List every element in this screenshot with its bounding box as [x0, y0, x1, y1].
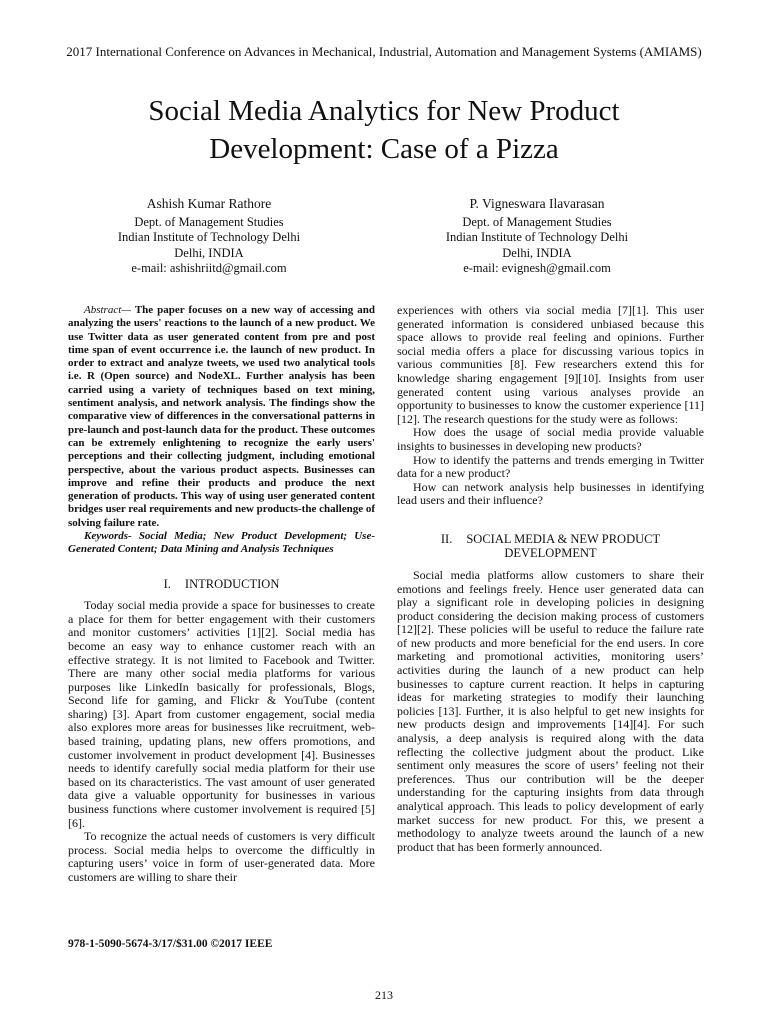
intro-paragraph-1: Today social media provide a space for businesses to create a place for them for better engagement with their customers and monitor customers’ activities [1][2]. Social media has become an easy way to enhance customer reach with an effective strategy. It is not limited to Facebook and Twitter. There are many other social media platforms for various purposes like LinkedIn basically for professionals, Blogs, Second life for gaming, and Flickr & YouTube (content sharing) [3]. Apart from customer engagement, social media also explores more areas for businesses like recruitment, web-based training, updating plans, new offers promotions, and customer involvement in product development [4]. Businesses needs to identify carefully social media platform for their use based on its characteristics. The vast amount of user generated data give a valuable opportunity for businesses in various business functions where customer involvement is required [5][6].	[68, 598, 375, 830]
research-question-1: How does the usage of social media provide valuable insights to businesses in developing new products?	[397, 425, 704, 453]
abstract-text: The paper focuses on a new way of accessing and analyzing the users' reactions to the launch of a new product. We use Twitter data as user generated content from pre and post time span of event occurrence i.e. the launch of new product. In order to extract and analyze tweets, we used two analytical tools i.e. R (Open source) and NodeXL. Further analysis has been carried using a variety of techniques based on text mining, sentiment analysis, and network analysis. The findings show the comparative view of differences in the conversational patterns in pre-launch and post-launch data for the product. These outcomes can be extremely enlightening to recognize the early users' perceptions and their collecting judgment, including emotional perspective, about the various product aspects. Businesses can improve and refine their products and produce the next generation of products. This way of using user generated content bridges user real requirements and new products-the challenge of solving failure rate.	[68, 304, 375, 529]
right-column	[397, 304, 704, 854]
paper-title	[60, 92, 708, 168]
research-question-2: How to identify the patterns and trends emerging in Twitter data for a new product?	[397, 452, 704, 481]
author-dept: Dept. of Management Studies	[462, 214, 612, 229]
author-email: e-mail: evignesh@gmail.com	[463, 261, 611, 275]
author-email: e-mail: ashishriitd@gmail.com	[131, 261, 287, 275]
author-block-2	[407, 196, 667, 277]
section-title-line-2: DEVELOPMENT	[504, 546, 597, 561]
author-location: Delhi, INDIA	[502, 245, 572, 260]
section-title: INTRODUCTION	[184, 576, 280, 591]
section-number: II.	[440, 531, 453, 546]
keywords: Keywords- Social Media; New Product Development; Use-Generated Content; Data Mining and Analysis Techniques	[68, 530, 375, 556]
section-heading-introduction	[68, 577, 375, 592]
page-number: 213	[375, 988, 393, 1002]
conference-header: 2017 International Conference on Advances in Mechanical, Industrial, Automation and Management Systems (AMIAMS)	[66, 44, 702, 59]
author-name: P. Vigneswara Ilavarasan	[469, 196, 605, 211]
author-institute: Indian Institute of Technology Delhi	[445, 230, 629, 244]
abstract	[68, 304, 375, 530]
author-institute: Indian Institute of Technology Delhi	[117, 230, 301, 244]
author-dept: Dept. of Management Studies	[134, 214, 284, 229]
footer-isbn: 978-1-5090-5674-3/17/$31.00 ©2017 IEEE	[68, 938, 273, 950]
left-column	[68, 304, 375, 885]
intro-paragraph-2: To recognize the actual needs of customers is very difficult process. Social media helps to overcome the difficultly in capturing users’ voice in form of user-generated data. More customers are willing to share their	[68, 829, 375, 885]
intro-paragraph-continued: experiences with others via social media [7][1]. This user generated information is considered unbiased because this space allows to provide real feeling and opinions. Further social media offers a place for discussing various topics in various communities [8]. Few researchers extend this for knowledge sharing engagement [9][10]. Insights from user generated content using various analyses provide an opportunity to businesses to know the customer experience [11][12]. The research questions for the study were as follows:	[397, 303, 704, 426]
section-title-line-1: SOCIAL MEDIA & NEW PRODUCT	[466, 531, 661, 546]
section-heading-social-media	[397, 532, 704, 561]
author-block-1	[79, 196, 339, 277]
section-number: I.	[163, 576, 171, 591]
section2-paragraph-1: Social media platforms allow customers to share their emotions and feelings freely. Hence user generated data can play a significant role in developing policies in designing product considering the decision making process of customers [12][2]. These policies will be useful to reduce the failure rate of new products and more beneficial for the end users. In core marketing and promotional activities, monitoring users’ activities during the launch of a new product can help businesses to capture current reaction. It helps in capturing ideas for marketing strategies to modify their launching policies [13]. Further, it is also helpful to get new insights for new products design and improvements [14][4]. For such analysis, a deep analysis is required along with the data reflecting the collective judgment about the product. Like sentiment only measures the score of users’ feeling not their preferences. Thus our contribution will be the deeper understanding for the capturing insights from data through analytical approach. This leads to policy development of early market success for new product. For this, we present a methodology to analyze tweets around the launch of a new product that has been formerly announced.	[397, 567, 704, 854]
author-name: Ashish Kumar Rathore	[146, 196, 272, 211]
title-line-2: Development: Case of a Pizza	[209, 133, 559, 165]
abstract-lead: Abstract—	[84, 304, 132, 316]
title-line-1: Social Media Analytics for New Product	[148, 95, 620, 127]
research-question-3: How can network analysis help businesses in identifying lead users and their influence?	[397, 479, 704, 508]
author-location: Delhi, INDIA	[174, 245, 244, 260]
